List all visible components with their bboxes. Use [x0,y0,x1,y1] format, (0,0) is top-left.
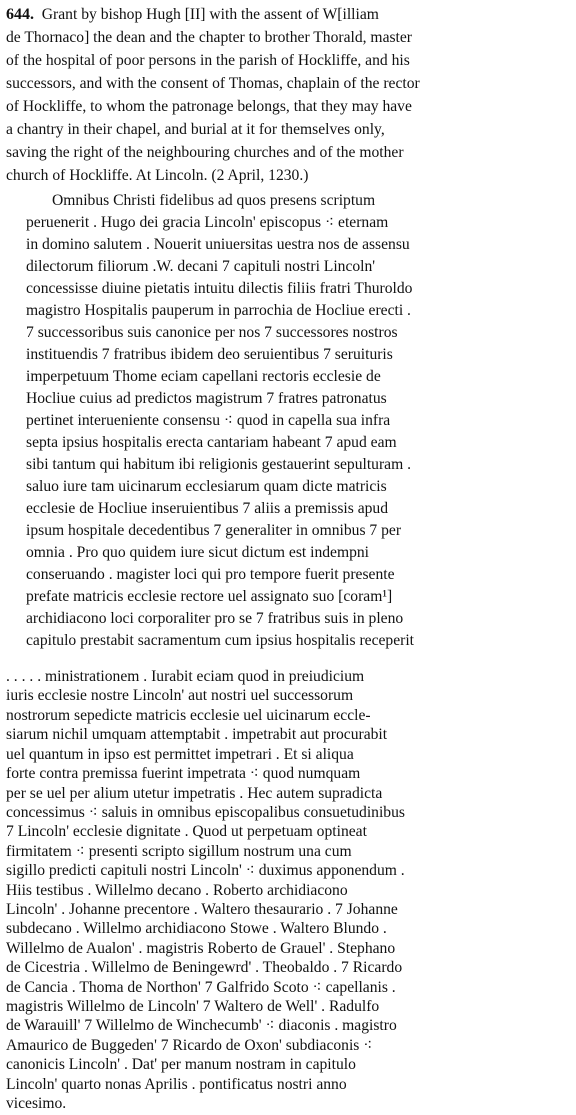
summary-line: of the hospital of poor persons in the parish of Hockliffe, and his [6,52,410,69]
latin-line: in domino salutem . Nouerit uniuersitas uestra nos de assensu [26,236,410,253]
latin-line: sibi tantum qui habitum ibi religionis gestauerint sepulturam . [26,456,412,473]
latin-line: 7 Lincoln' ecclesie dignitate . Quod ut perpetuam optineat [6,823,367,841]
latin-line: nostrorum sepedicte matricis ecclesie uel uicinarum eccle- [6,706,371,724]
latin-line: siarum nichil umquam attemptabit . impetrabit aut procurabit [6,726,388,744]
latin-line: firmitatem ⁖ presenti scripto sigillum nostrum una cum [6,842,352,860]
latin-line: subdecano . Willelmo archidiacono Stowe . Waltero Blundo . [6,920,387,938]
latin-line: Amaurico de Buggeden' 7 Ricardo de Oxon' subdiaconis ⁖ [6,1036,373,1054]
latin-line: saluo iure tam uicinarum ecclesiarum quam dicte matricis [26,478,387,495]
latin-line: forte contra premissa fuerint impetrata ⁖ quod numquam [6,765,361,782]
latin-line: Willelmo de Aualon' . magistris Roberto de Grauel' . Stephano [6,939,396,957]
latin-line: archidiacono loci corporaliter pro se 7 fratribus suis in pleno [26,610,404,627]
latin-line: iuris ecclesie nostre Lincoln' aut nostri uel successorum [6,687,354,705]
latin-line: Lincoln' . Johanne precentore . Waltero thesaurario . 7 Johanne [6,900,398,918]
latin-line: prefate matricis ecclesie rectore uel assignato suo [coram¹] [26,588,393,605]
latin-line: omnia . Pro quo quidem iure sicut dictum est indempni [26,544,370,561]
summary-line: successors, and with the consent of Thomas, chaplain of the rector [6,75,420,92]
summary-line: a chantry in their chapel, and burial at it for themselves only, [6,121,385,138]
summary-line: church of Hockliffe. At Lincoln. (2 April, 1230.) [6,167,309,184]
latin-line: concessisse diuine pietatis intuitu dilectis filiis fratri Thuroldo [26,280,413,297]
latin-line: magistris Willelmo de Lincoln' 7 Waltero de Well' . Radulfo [6,998,380,1015]
summary-line-1 [6,4,379,26]
summary-line: saving the right of the neighbouring churches and of the mother [6,144,404,161]
latin-line: per se uel per alium utetur impetratis . Hec autem supradicta [6,784,383,802]
latin-line: de Cancia . Thoma de Northon' 7 Galfrido Scoto ⁖ capellanis . [6,978,396,996]
latin-line: Lincoln' quarto nonas Aprilis . pontificatus nostri anno [6,1075,347,1093]
summary-line: of Hockliffe, to whom the patronage belongs, that they may have [6,98,412,115]
latin-line: dilectorum filiorum .W. decani 7 capituli nostri Lincoln' [26,258,376,275]
latin-line: pertinet interueniente consensu ⁖ quod in capella sua infra [26,412,391,429]
latin-line: peruenerit . Hugo dei gracia Lincoln' episcopus ⁖ eternam [26,214,389,231]
latin-line: magistro Hospitalis pauperum in parrochia de Hocliue erecti . [26,302,411,319]
latin-line: conseruando . magister loci qui pro tempore fuerit presente [26,566,395,583]
latin-line: Omnibus Christi fidelibus ad quos presens scriptum [52,192,376,209]
charter-number: 644. [6,6,34,23]
latin-line: Hiis testibus . Willelmo decano . Roberto archidiacono [6,881,348,899]
latin-line: sigillo predicti capituli nostri Lincoln' ⁖ duximus apponendum . [6,862,405,880]
latin-line: ecclesie de Hocliue inseruientibus 7 aliis a premissis apud [26,500,389,517]
latin-line: Hocliue cuius ad predictos magistrum 7 fratres patronatus [26,390,387,407]
latin-line: imperpetuum Thome eciam capellani rectoris ecclesie de [26,368,381,385]
latin-line: septa ipsius hospitalis erecta cantariam habeant 7 apud eam [26,434,397,451]
latin-line: concessimus ⁖ saluis in omnibus episcopalibus consuetudinibus [6,803,405,821]
latin-line: canonicis Lincoln' . Dat' per manum nostram in capitulo [6,1056,356,1074]
latin-line: instituendis 7 fratribus ibidem deo seruientibus 7 seruituris [26,346,393,363]
latin-line: ipsum hospitale decedentibus 7 generaliter in omnibus 7 per [26,522,402,539]
latin-line: capitulo prestabit sacramentum cum ipsius hospitalis receperit [26,632,415,649]
latin-line: de Cicestria . Willelmo de Beningewrd' . Theobaldo . 7 Ricardo [6,959,403,977]
latin-line: uel quantum in ipso est permittet impetrari . Et si aliqua [6,745,354,763]
summary-text: Grant by bishop Hugh [II] with the assent of W[illiam [41,6,379,23]
latin-line: . . . . . ministrationem . Iurabit eciam quod in preiudicium [6,668,365,685]
latin-line: 7 successoribus suis canonice per nos 7 successores nostros [26,324,398,341]
latin-line: de Warauill' 7 Willelmo de Winchecumb' ⁖ diaconis . magistro [6,1017,397,1035]
summary-line: de Thornaco] the dean and the chapter to brother Thorald, master [6,29,413,46]
latin-line: vicesimo. [6,1095,67,1112]
